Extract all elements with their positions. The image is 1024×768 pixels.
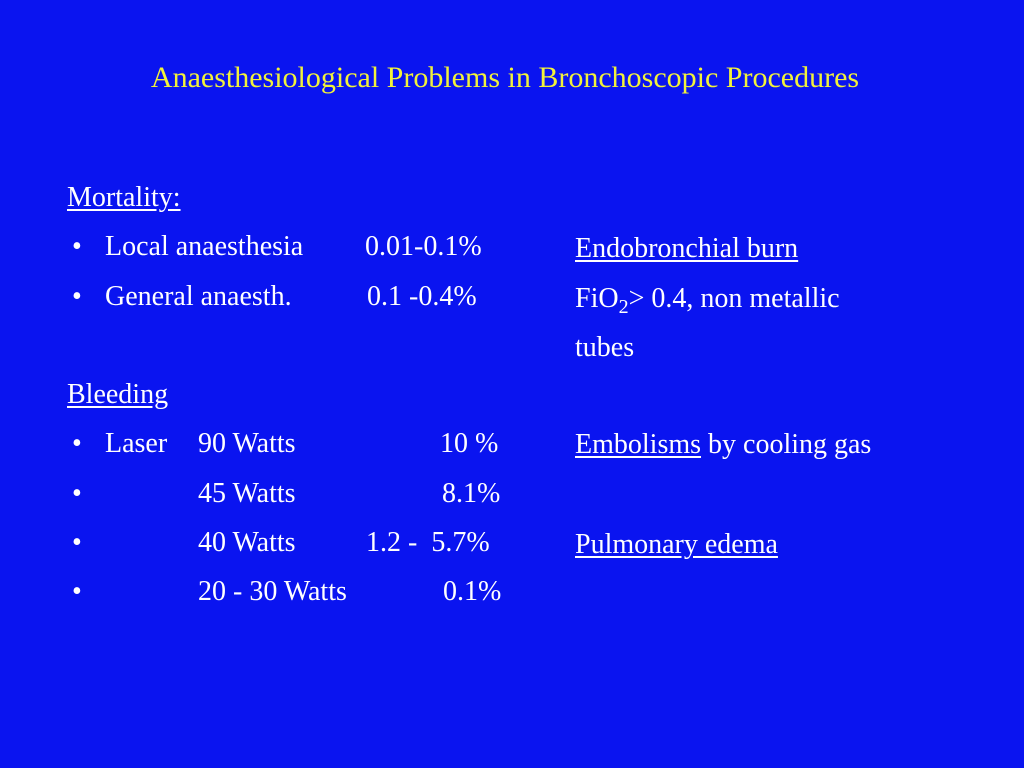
fio2-prefix: FiO <box>575 283 619 314</box>
embolisms-heading: Embolisms <box>575 429 702 460</box>
fio2-line <box>575 282 840 316</box>
fio2-rest: > 0.4, non metallic <box>628 283 840 314</box>
bleeding-laser-label: Laser <box>105 428 168 459</box>
bleeding-heading: Bleeding <box>67 379 169 410</box>
bleeding-watts: 45 Watts <box>198 478 296 509</box>
bleeding-value: 8.1% <box>442 478 501 509</box>
embolisms-rest: by cooling gas <box>701 429 872 460</box>
pulmonary-edema-heading: Pulmonary edema <box>575 529 778 560</box>
bullet-marker: • <box>72 428 82 459</box>
mortality-value-local: 0.01-0.1% <box>365 231 482 262</box>
bullet-marker: • <box>72 478 82 509</box>
fio2-subscript: 2 <box>618 296 629 318</box>
bleeding-watts: 90 Watts <box>198 428 296 459</box>
fio2-line-2: tubes <box>575 332 635 363</box>
mortality-heading: Mortality: <box>67 182 181 213</box>
bullet-marker: • <box>72 281 82 312</box>
bleeding-value: 1.2 - 5.7% <box>366 527 490 558</box>
bleeding-value: 0.1% <box>443 576 502 607</box>
bullet-marker: • <box>72 231 82 262</box>
slide-title: Anaesthesiological Problems in Bronchoscopic Procedures <box>150 61 860 94</box>
endobronchial-burn-heading: Endobronchial burn <box>575 233 799 264</box>
embolisms-line <box>575 428 871 462</box>
bullet-marker: • <box>72 576 82 607</box>
bleeding-value: 10 % <box>440 428 499 459</box>
bleeding-watts: 20 - 30 Watts <box>198 576 347 607</box>
bullet-marker: • <box>72 527 82 558</box>
mortality-label-general: General anaesth. <box>105 281 292 312</box>
mortality-label-local: Local anaesthesia <box>105 231 304 262</box>
mortality-value-general: 0.1 -0.4% <box>367 281 477 312</box>
bleeding-watts: 40 Watts <box>198 527 296 558</box>
